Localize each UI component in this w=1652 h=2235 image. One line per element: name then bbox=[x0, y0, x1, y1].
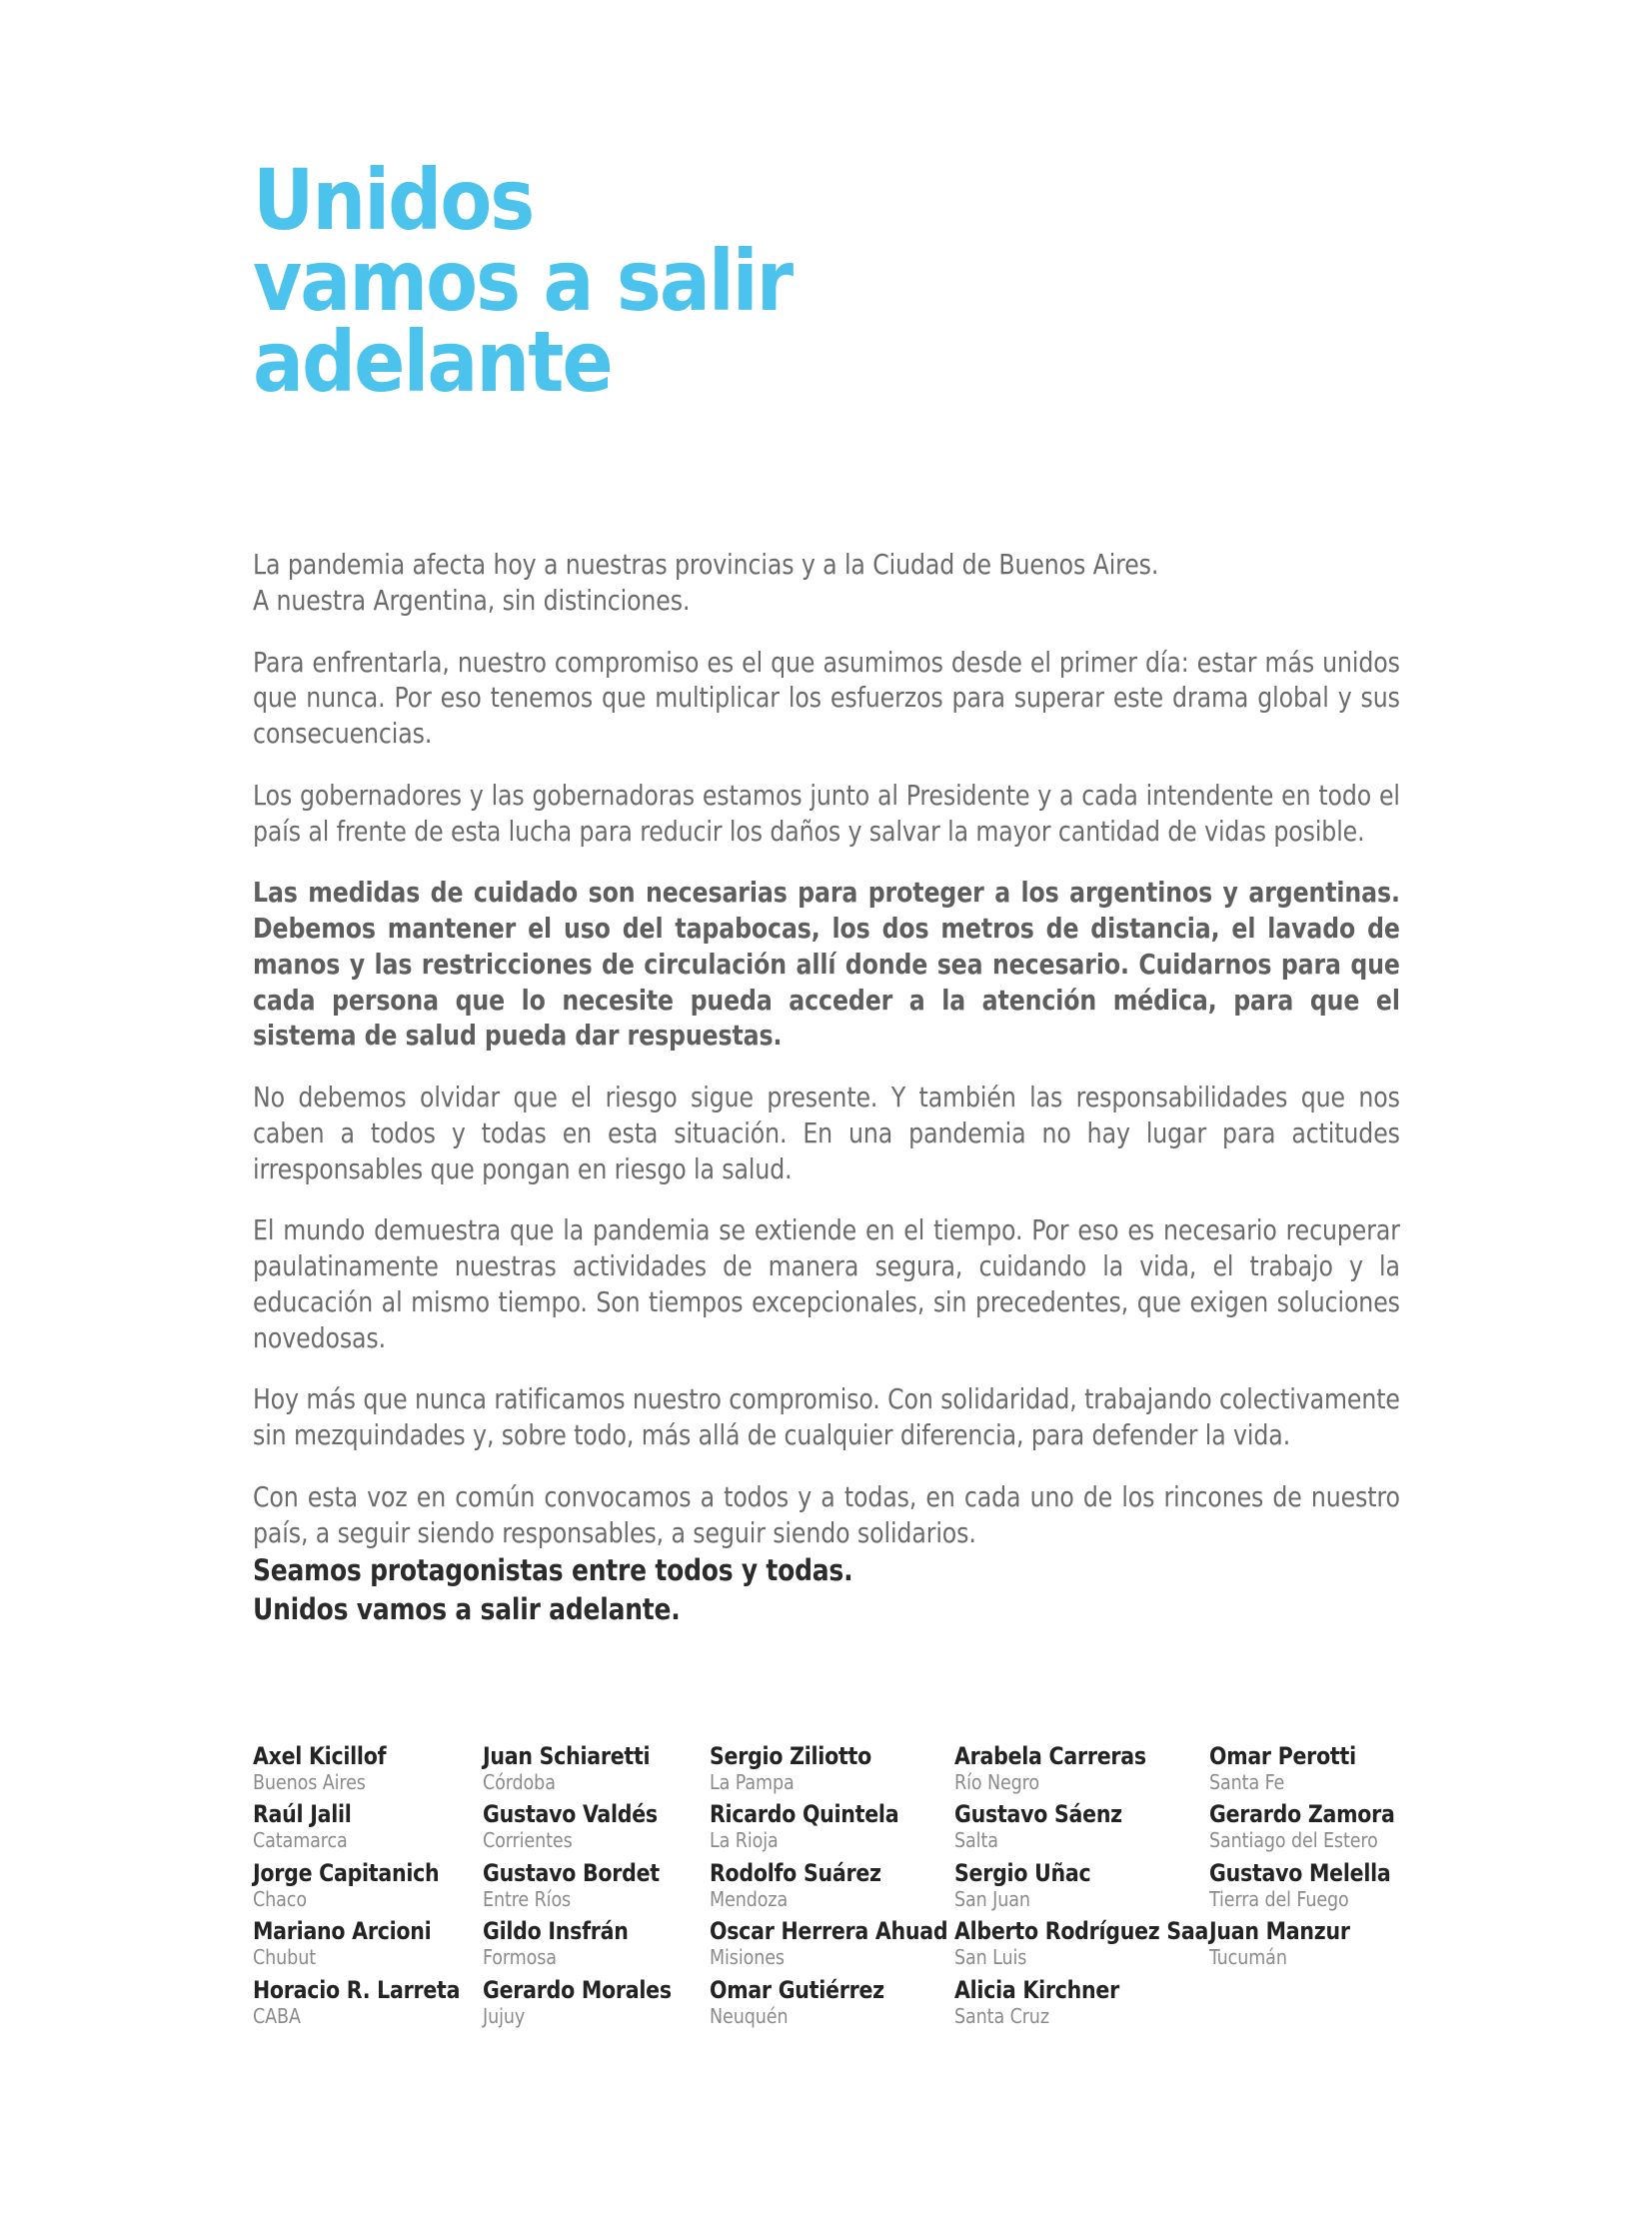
signatory-item bbox=[1209, 1919, 1432, 1969]
signatory-province: Santiago del Estero bbox=[1209, 1828, 1378, 1853]
signatory-item bbox=[253, 1802, 483, 1852]
signatory-item bbox=[954, 1919, 1209, 1969]
signatory-name: Alicia Kirchner bbox=[954, 1975, 1119, 2004]
body-paragraph: Hoy más que nunca ratificamos nuestro compromiso. Con solidaridad, trabajando colectivamente sin mezquindades y, sobre todo, más allá de cualquier diferencia, para defender la vida. bbox=[253, 1383, 1400, 1451]
signatory-name: Sergio Uñac bbox=[954, 1858, 1091, 1887]
signatory-province: Jujuy bbox=[483, 2003, 526, 2028]
signatory-column bbox=[1209, 1744, 1432, 1978]
signatory-province: La Pampa bbox=[710, 1769, 795, 1794]
signatory-item bbox=[954, 1802, 1209, 1852]
signatory-name: Oscar Herrera Ahuad bbox=[710, 1917, 948, 1946]
signatory-province: Salta bbox=[954, 1828, 998, 1853]
signatory-province: Neuquén bbox=[710, 2003, 789, 2028]
signatory-province: La Rioja bbox=[710, 1828, 779, 1853]
signatory-province: Río Negro bbox=[954, 1769, 1039, 1794]
signatory-name: Gerardo Morales bbox=[483, 1975, 672, 2004]
signatory-province: Tierra del Fuego bbox=[1209, 1886, 1349, 1911]
closing-statement bbox=[253, 1551, 1331, 1629]
signatory-column bbox=[483, 1744, 710, 2036]
signatory-province: Catamarca bbox=[253, 1828, 348, 1853]
signatory-item bbox=[1209, 1744, 1432, 1794]
signatory-column bbox=[253, 1744, 483, 2036]
body-paragraph: No debemos olvidar que el riesgo sigue presente. Y también las responsabilidades que nos caben a todos y todas en esta situación. En una pandemia no hay lugar para actitudes irresponsables que pongan en riesgo la salud. bbox=[253, 1082, 1400, 1185]
signatory-item bbox=[483, 1802, 710, 1852]
signatory-name: Gustavo Sáenz bbox=[954, 1800, 1122, 1829]
signatory-name: Juan Manzur bbox=[1209, 1917, 1350, 1946]
signatory-name: Axel Kicillof bbox=[253, 1742, 387, 1770]
signatory-name: Omar Perotti bbox=[1209, 1742, 1356, 1770]
signatory-column bbox=[954, 1744, 1209, 2036]
signatory-item bbox=[483, 1919, 710, 1969]
body-paragraph: El mundo demuestra que la pandemia se extiende en el tiempo. Por eso es necesario recuperar paulatinamente nuestras actividades de manera segura, cuidando la vida, el trabajo y la educación al mismo tiempo. Son tiempos excepcionales, sin precedentes, que exigen soluciones novedosas. bbox=[253, 1214, 1400, 1354]
signatory-province: Entre Ríos bbox=[483, 1886, 572, 1911]
body-paragraph: Los gobernadores y las gobernadoras estamos junto al Presidente y a cada intendente en todo el país al frente de esta lucha para reducir los daños y salvar la mayor cantidad de vidas posible. bbox=[253, 779, 1400, 848]
closing-line-1: Seamos protagonistas entre todos y todas. bbox=[253, 1553, 853, 1587]
signatory-item bbox=[483, 1975, 710, 2028]
signatory-item bbox=[954, 1744, 1209, 1794]
signatory-province: Chaco bbox=[253, 1886, 307, 1911]
signatory-item bbox=[710, 1858, 954, 1911]
signatory-name: Rodolfo Suárez bbox=[710, 1858, 881, 1887]
signatory-province: Corrientes bbox=[483, 1828, 573, 1853]
signatory-item bbox=[710, 1919, 954, 1969]
signatory-name: Gustavo Bordet bbox=[483, 1858, 660, 1887]
signatory-item bbox=[253, 1919, 483, 1969]
body-paragraph: La pandemia afecta hoy a nuestras provincias y a la Ciudad de Buenos Aires. A nuestra Argentina, sin distinciones. bbox=[253, 549, 1159, 617]
signatory-item bbox=[253, 1744, 483, 1794]
headline-line-3: adelante bbox=[253, 312, 612, 411]
signatory-province: Santa Fe bbox=[1209, 1769, 1285, 1794]
signatory-province: San Juan bbox=[954, 1886, 1030, 1911]
body-paragraph: Las medidas de cuidado son necesarias para proteger a los argentinos y argentinas. Debemos mantener el uso del tapabocas, los dos metros de distancia, el lavado de manos y las restricciones de circulación allí donde sea necesario. Cuidarnos para que cada persona que lo necesite pueda acceder a la atención médica, para que el sistema de salud pueda dar respuestas. bbox=[253, 877, 1400, 1053]
signatory-province: Mendoza bbox=[710, 1886, 789, 1911]
signatory-name: Jorge Capitanich bbox=[253, 1858, 440, 1887]
signatory-item bbox=[710, 1802, 954, 1852]
signatory-item bbox=[483, 1744, 710, 1794]
signatory-item bbox=[710, 1744, 954, 1794]
signatory-item bbox=[253, 1975, 483, 2028]
signatory-name: Gildo Insfrán bbox=[483, 1917, 629, 1946]
body-copy bbox=[253, 548, 1400, 1551]
signatory-item bbox=[954, 1858, 1209, 1911]
signatory-province: Misiones bbox=[710, 1945, 785, 1970]
signatories-list bbox=[253, 1744, 1432, 2036]
body-paragraph: Con esta voz en común convocamos a todos y a todas, en cada uno de los rincones de nuestro país, a seguir siendo responsables, a seguir siendo solidarios. bbox=[253, 1480, 1400, 1549]
signatory-item bbox=[483, 1858, 710, 1911]
signatory-name: Sergio Ziliotto bbox=[710, 1742, 871, 1770]
signatory-province: Buenos Aires bbox=[253, 1769, 366, 1794]
signatory-item bbox=[1209, 1802, 1432, 1852]
signatory-name: Ricardo Quintela bbox=[710, 1800, 899, 1829]
signatory-province: Córdoba bbox=[483, 1769, 556, 1794]
signatory-item bbox=[710, 1975, 954, 2028]
signatory-province: CABA bbox=[253, 2003, 301, 2028]
signatory-province: San Luis bbox=[954, 1945, 1027, 1970]
signatory-name: Omar Gutiérrez bbox=[710, 1975, 884, 2004]
signatory-name: Raúl Jalil bbox=[253, 1800, 352, 1829]
signatory-item bbox=[253, 1858, 483, 1911]
headline-line-1: Unidos bbox=[253, 151, 534, 250]
headline bbox=[253, 151, 1062, 411]
signatory-name: Horacio R. Larreta bbox=[253, 1975, 461, 2004]
signatory-province: Santa Cruz bbox=[954, 2003, 1049, 2028]
signatory-name: Arabela Carreras bbox=[954, 1742, 1146, 1770]
signatory-name: Alberto Rodríguez Saa bbox=[954, 1917, 1209, 1946]
signatory-name: Juan Schiaretti bbox=[483, 1742, 651, 1770]
signatory-province: Formosa bbox=[483, 1945, 557, 1970]
signatory-name: Gustavo Melella bbox=[1209, 1858, 1391, 1887]
closing-line-2: Unidos vamos a salir adelante. bbox=[253, 1591, 681, 1626]
signatory-column bbox=[710, 1744, 954, 2036]
body-paragraph: Para enfrentarla, nuestro compromiso es el que asumimos desde el primer día: estar más unidos que nunca. Por eso tenemos que multiplicar los esfuerzos para superar este drama global y sus consecuencias. bbox=[253, 646, 1400, 750]
signatory-province: Chubut bbox=[253, 1945, 316, 1970]
signatory-name: Mariano Arcioni bbox=[253, 1917, 432, 1946]
signatory-name: Gustavo Valdés bbox=[483, 1800, 658, 1829]
headline-line-2: vamos a salir bbox=[253, 231, 793, 330]
signatory-item bbox=[954, 1975, 1209, 2028]
signatory-item bbox=[1209, 1858, 1432, 1911]
signatory-province: Tucumán bbox=[1209, 1945, 1287, 1970]
signatory-name: Gerardo Zamora bbox=[1209, 1800, 1395, 1829]
